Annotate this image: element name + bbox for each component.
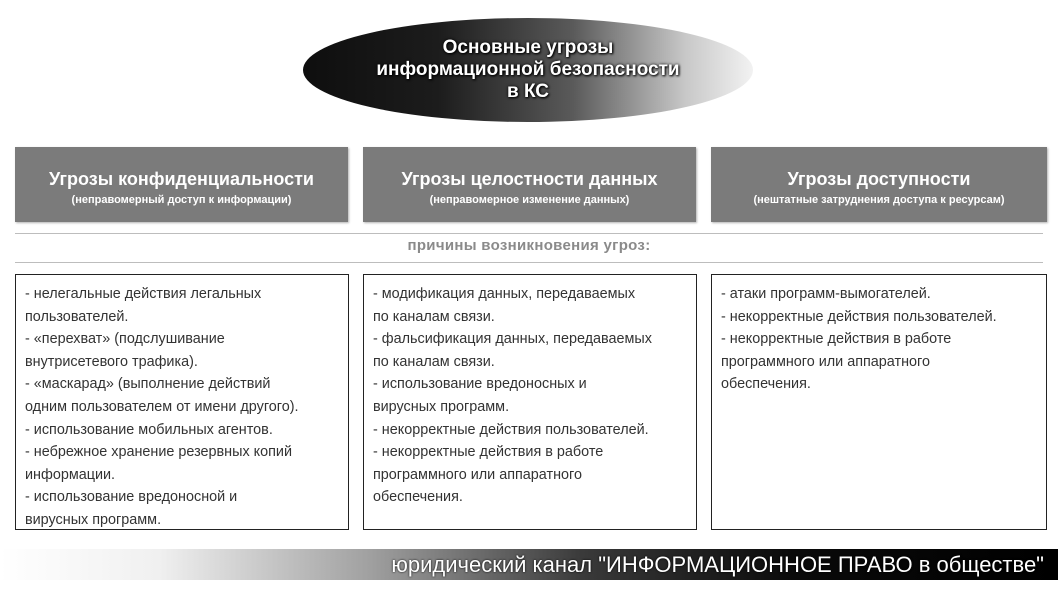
reason-line: обеспечения. [721,376,811,393]
reason-line: - небрежное хранение резервных копий [25,444,292,461]
category-title: Угрозы целостности данных [401,169,658,189]
main-title-line: информационной безопасности [376,59,680,80]
reasons-box-availability [711,274,1047,530]
divider-bottom [15,262,1043,263]
reason-line: программного или аппаратного [721,353,930,370]
reason-line: - фальсификация данных, передаваемых [373,331,652,348]
footer-banner [0,549,1058,580]
reason-line: - использование вредоносной и [25,489,238,506]
reason-line: - «маскарад» (выполнение действий [25,376,271,393]
reason-line: вирусных программ. [373,398,510,415]
reason-line: обеспечения. [373,489,463,506]
reason-line: - «перехват» (подслушивание [25,331,225,348]
reason-line: - атаки программ-вымогателей. [721,286,931,302]
reason-line: пользователей. [25,308,129,325]
category-confidentiality [15,147,348,222]
main-title-line: в КС [506,81,550,102]
reason-line: - некорректные действия в работе [721,331,952,348]
reason-line: - использование вредоносных и [373,376,587,393]
reason-line: вирусных программ. [25,511,162,528]
category-availability [711,147,1047,222]
reasons-box-integrity [363,274,697,530]
category-title: Угрозы конфиденциальности [48,169,314,189]
reason-line: по каналам связи. [373,308,495,325]
reason-line: информации. [25,466,116,483]
main-title [338,37,718,103]
category-subtitle: (нештатные затруднения доступа к ресурсам) [753,194,1005,206]
reason-line: одним пользователем от имени другого). [25,398,299,415]
reasons-box-confidentiality [15,274,349,530]
footer-text: юридический канал "ИНФОРМАЦИОННОЕ ПРАВО в обществе" [391,552,1044,577]
divider-top [15,233,1043,234]
reason-line: программного или аппаратного [373,466,582,483]
main-title-ellipse [303,18,753,122]
reason-line: внутрисетевого трафика). [25,353,198,370]
reason-line: - некорректные действия в работе [373,444,604,461]
reason-line: - модификация данных, передаваемых [373,286,636,302]
category-title: Угрозы доступности [787,169,971,189]
reason-line: - нелегальные действия легальных [25,286,262,302]
main-title-line: Основные угрозы [442,37,614,58]
reason-line: по каналам связи. [373,353,495,370]
category-subtitle: (неправомерное изменение данных) [429,194,630,206]
reason-line: - некорректные действия пользователей. [373,421,649,438]
reason-line: - использование мобильных агентов. [25,421,273,438]
reason-line: - некорректные действия пользователей. [721,308,997,325]
category-subtitle: (неправомерный доступ к информации) [71,194,292,206]
category-integrity [363,147,696,222]
reasons-label: причины возникновения угроз: [407,237,651,254]
